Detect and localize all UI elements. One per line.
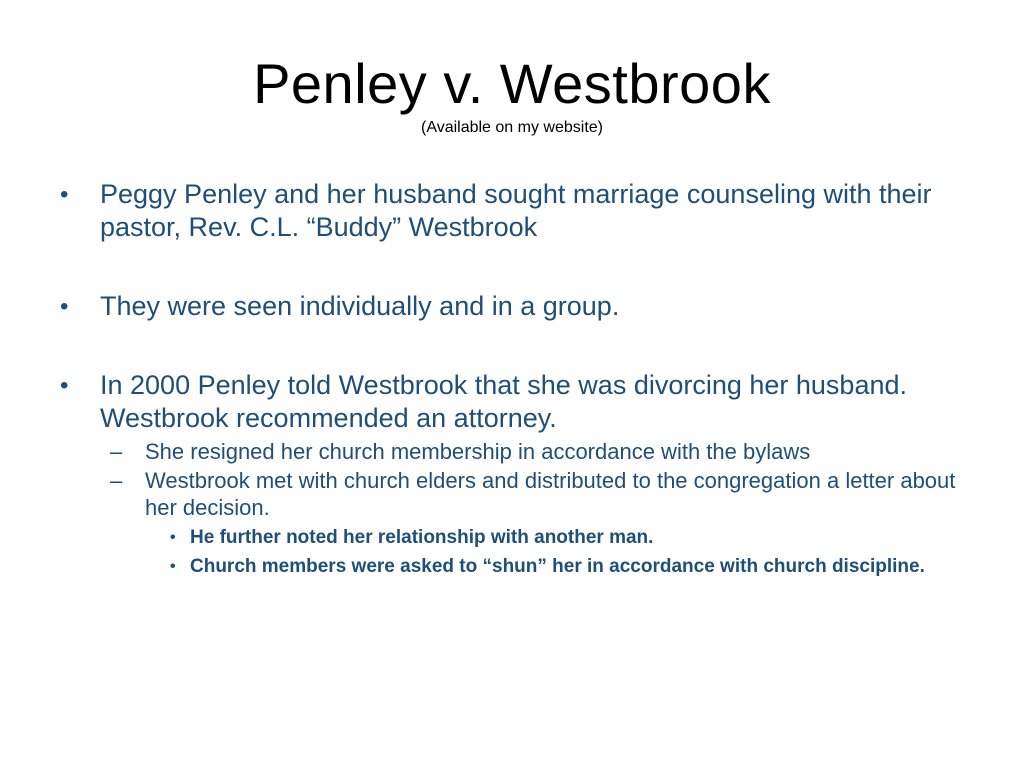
title-block [0,52,1024,138]
dash-icon: – [110,439,123,464]
sub-sub-point-2 [170,554,980,579]
bullet-icon: • [170,529,176,546]
slide-subtitle: (Available on my website) [420,119,603,136]
sub-point-text: She resigned her church membership in accordance with the bylaws [145,439,811,464]
sub-sub-point-text: Church members were asked to “shun” her in accordance with church discipline. [190,556,925,577]
sub-point-2 [110,467,980,521]
sub-sub-point-text: He further noted her relationship with another man. [190,527,654,548]
bullet-icon: • [170,558,176,575]
dash-icon: – [110,468,123,493]
bullet-point-3 [60,369,980,435]
bullet-icon: • [60,181,69,208]
sub-point-text: Westbrook met with church elders and distributed to the congregation a letter about her decision. [145,468,956,520]
bullet-icon: • [60,372,69,399]
bullet-text: In 2000 Penley told Westbrook that she was divorcing her husband. Westbrook recommended an attorney. [100,370,907,433]
bullet-text: They were seen individually and in a group. [100,291,620,321]
slide-title: Penley v. Westbrook [253,52,771,115]
slide-body [60,178,980,579]
bullet-point-1 [60,178,980,244]
sub-point-1 [110,438,980,465]
bullet-text: Peggy Penley and her husband sought marriage counseling with their pastor, Rev. C.L. “Buddy” Westbrook [100,179,932,242]
bullet-icon: • [60,293,69,320]
bullet-point-2 [60,290,980,323]
sub-sub-point-1 [170,525,980,550]
